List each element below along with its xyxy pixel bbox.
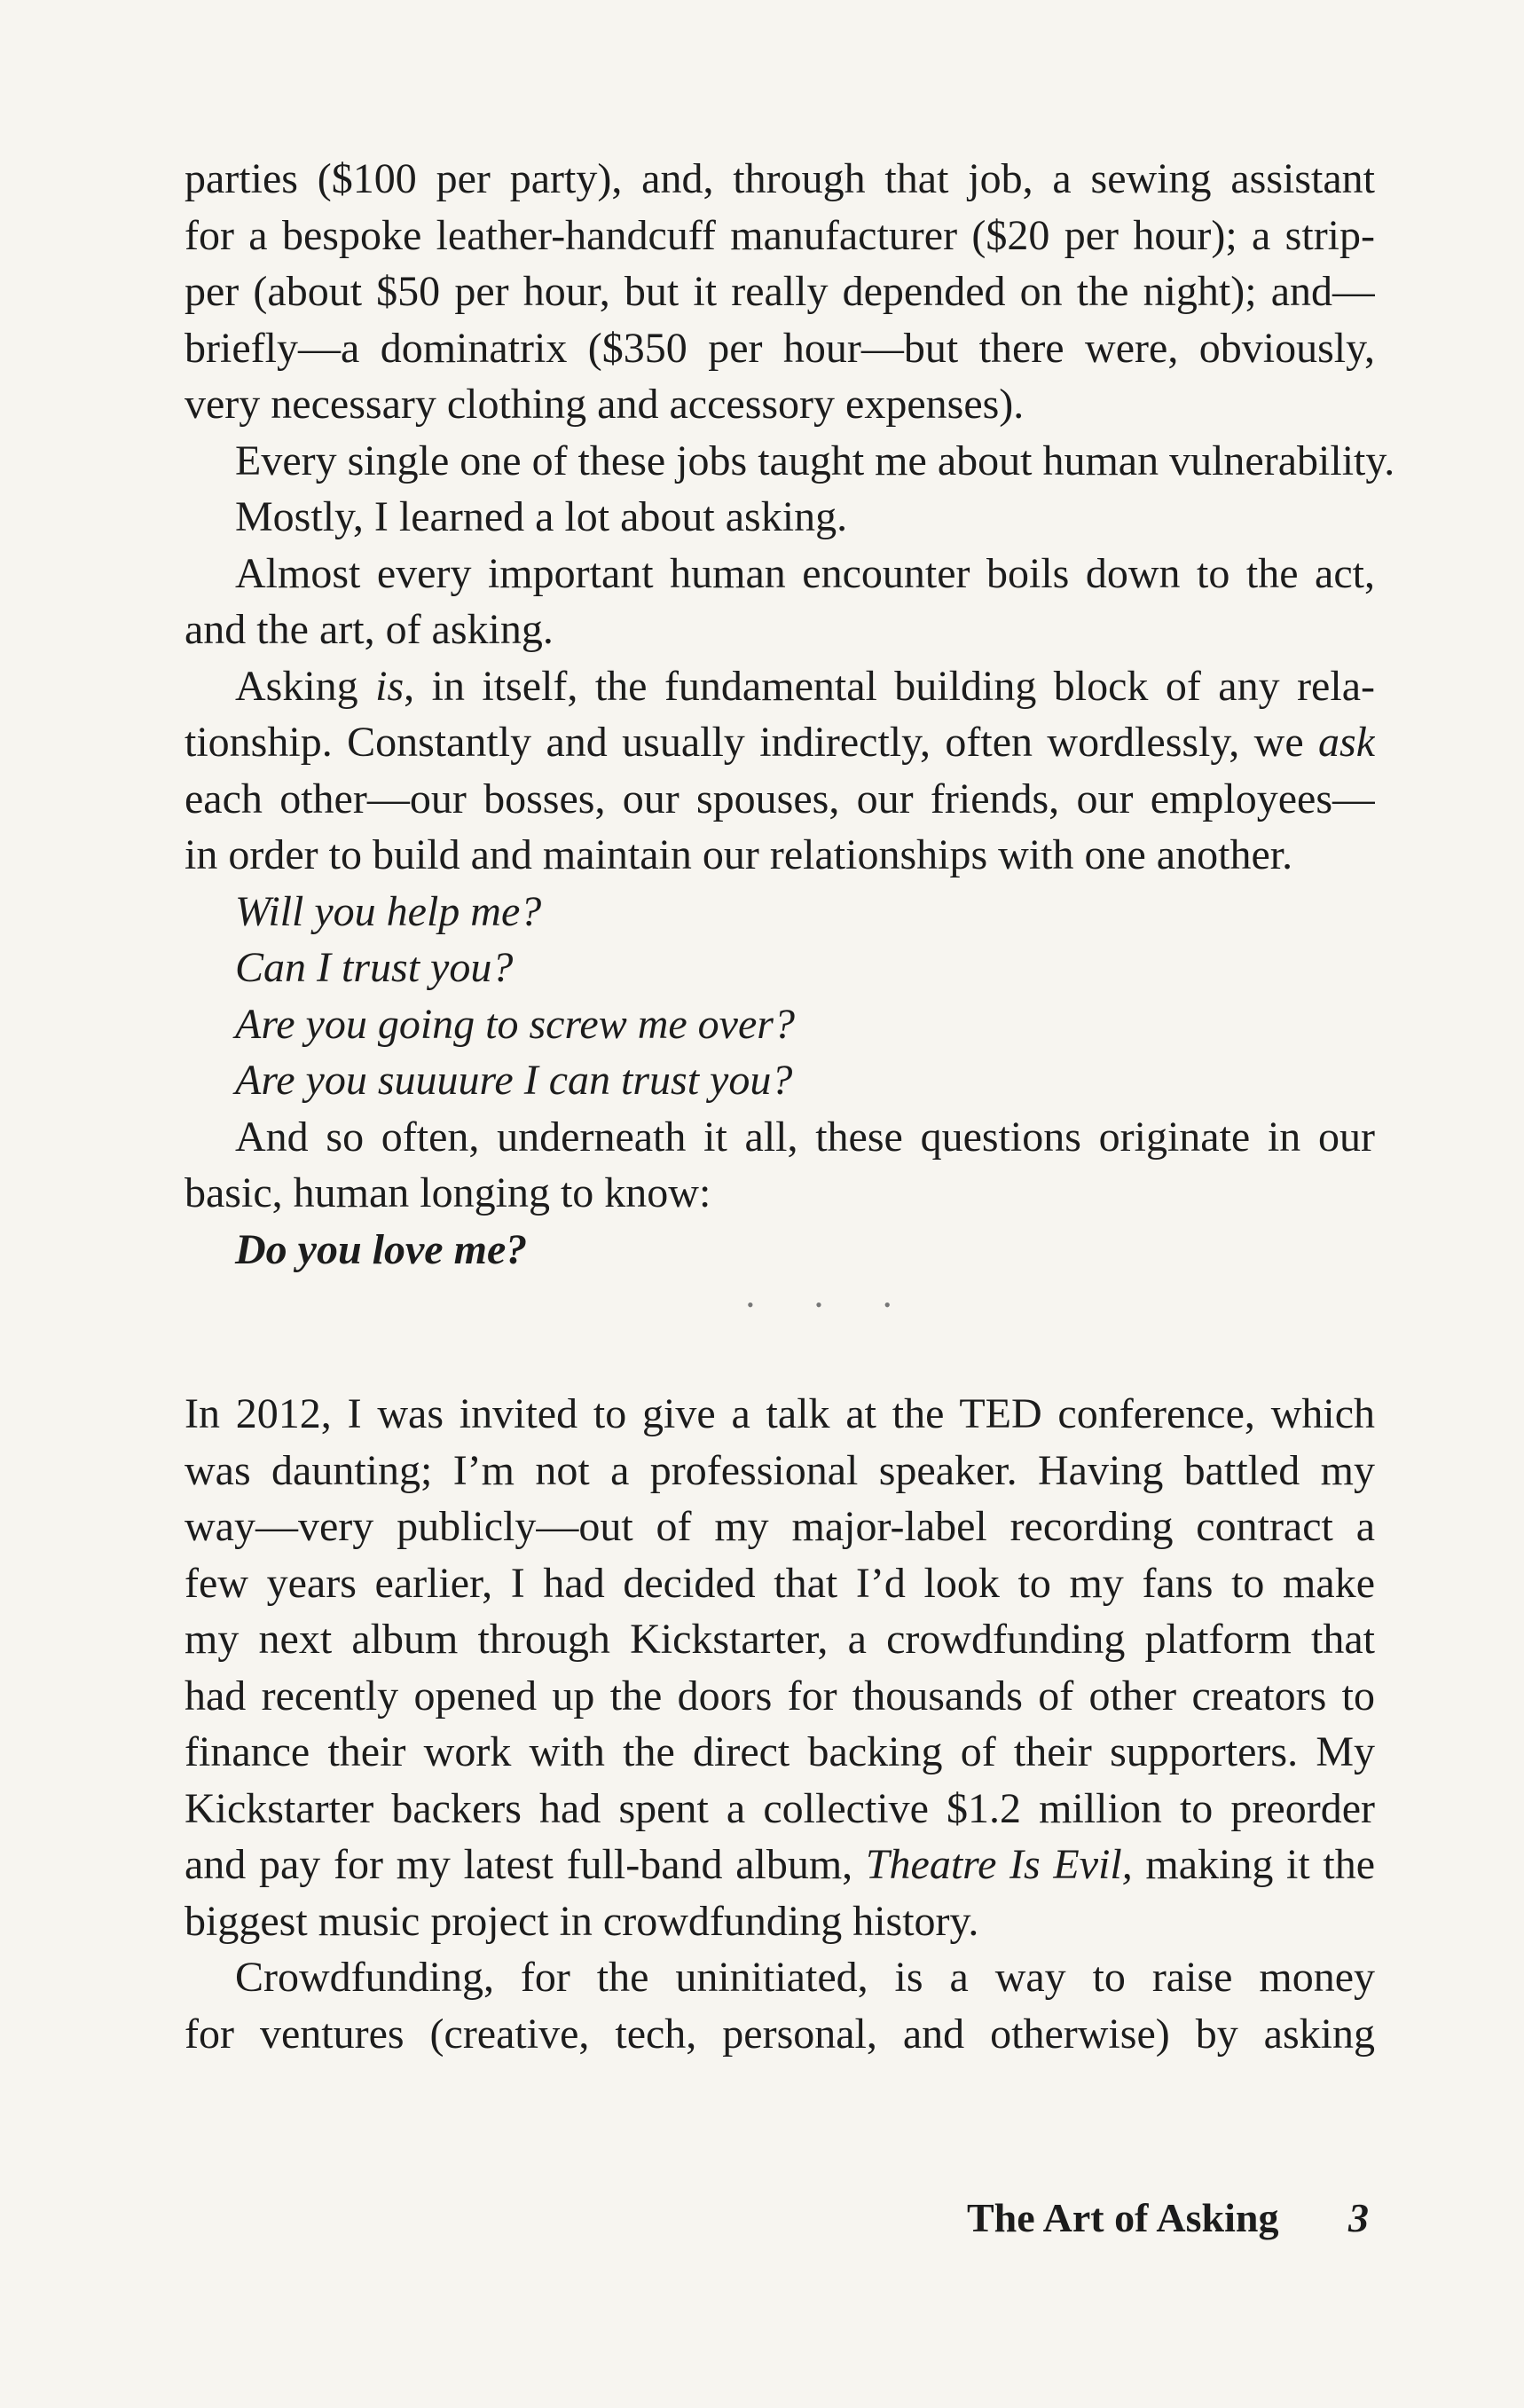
paragraph (185, 1949, 1375, 2062)
text-line: way—very publicly—out of my major-label recording contract a (185, 1503, 1375, 1550)
text-line (185, 1837, 1375, 1893)
question: Are you suuuure I can trust you? (235, 1057, 793, 1104)
question: Will you help me? (235, 887, 542, 935)
paragraph (185, 151, 1375, 433)
question-list (185, 884, 1375, 1109)
text-line: In 2012, I was invited to give a talk at the TED conference, which (185, 1390, 1375, 1437)
paragraph: Mostly, I learned a lot about asking. (235, 493, 848, 540)
text-line: had recently opened up the doors for thousands of other creators to (185, 1672, 1375, 1719)
emphasis: is (375, 662, 405, 710)
text-line: basic, human longing to know: (185, 1169, 711, 1216)
text-line: in order to build and maintain our relationships with one another. (185, 831, 1293, 878)
text-line: was daunting; I’m not a professional speaker. Having battled my (185, 1446, 1375, 1494)
spacer (185, 1333, 1375, 1386)
text-run: Asking (235, 662, 376, 710)
text-line: very necessary clothing and accessory expenses). (185, 381, 1025, 428)
text-line: Almost every important human encounter boils down to the act, (235, 549, 1375, 597)
text-run: making it the (1132, 1841, 1375, 1888)
text-line: Kickstarter backers had spent a collective $1.2 million to preorder (185, 1784, 1375, 1832)
text-line: my next album through Kickstarter, a crowdfunding platform that (185, 1616, 1375, 1663)
text-line: biggest music project in crowdfunding history. (185, 1897, 979, 1945)
text-run: , in itself, the fundamental building block of any rela- (404, 662, 1375, 710)
text-line: And so often, underneath it all, these questions originate in our (235, 1113, 1375, 1161)
text-line (185, 714, 1375, 771)
text-line: each other—our bosses, our spouses, our friends, our employees— (185, 775, 1375, 822)
page-number: 3 (1348, 2195, 1369, 2240)
text-line: per (about $50 per hour, but it really depended on the night); and— (185, 268, 1375, 315)
text-line: for ventures (creative, tech, personal, and otherwise) by asking (185, 2010, 1375, 2058)
question: Are you going to screw me over? (235, 1000, 795, 1048)
text-line: Crowdfunding, for the uninitiated, is a way to raise money (235, 1954, 1375, 2001)
paragraph (185, 1386, 1375, 1949)
text-run: and pay for my latest full-band album, (185, 1841, 866, 1888)
text-line: finance their work with the direct backing of their supporters. My (185, 1728, 1375, 1775)
emphasized-question: Do you love me? (235, 1225, 528, 1273)
paragraph: Every single one of these jobs taught me about human vulnerability. (235, 437, 1395, 484)
question: Can I trust you? (235, 944, 514, 991)
album-title: Theatre Is Evil, (865, 1841, 1133, 1888)
page-body (185, 151, 1395, 2062)
text-line: and the art, of asking. (185, 606, 554, 653)
text-line: few years earlier, I had decided that I’d look to my fans to make (185, 1559, 1375, 1607)
section-break-ornament: • • • (746, 1294, 920, 1316)
text-line: parties ($100 per party), and, through that job, a sewing assistant (185, 155, 1375, 202)
section-break (185, 1278, 1375, 1333)
paragraph (185, 546, 1375, 658)
paragraph (185, 1109, 1375, 1222)
text-run: tionship. Constantly and usually indirectly, often wordlessly, we (185, 719, 1319, 766)
text-line: for a bespoke leather-handcuff manufacturer ($20 per hour); a strip- (185, 211, 1375, 259)
text-line (185, 658, 1375, 715)
text-line: briefly—a dominatrix ($350 per hour—but there were, obviously, (185, 324, 1375, 372)
paragraph (185, 658, 1375, 884)
running-head: The Art of Asking (967, 2195, 1279, 2240)
emphasis: ask (1318, 719, 1375, 766)
